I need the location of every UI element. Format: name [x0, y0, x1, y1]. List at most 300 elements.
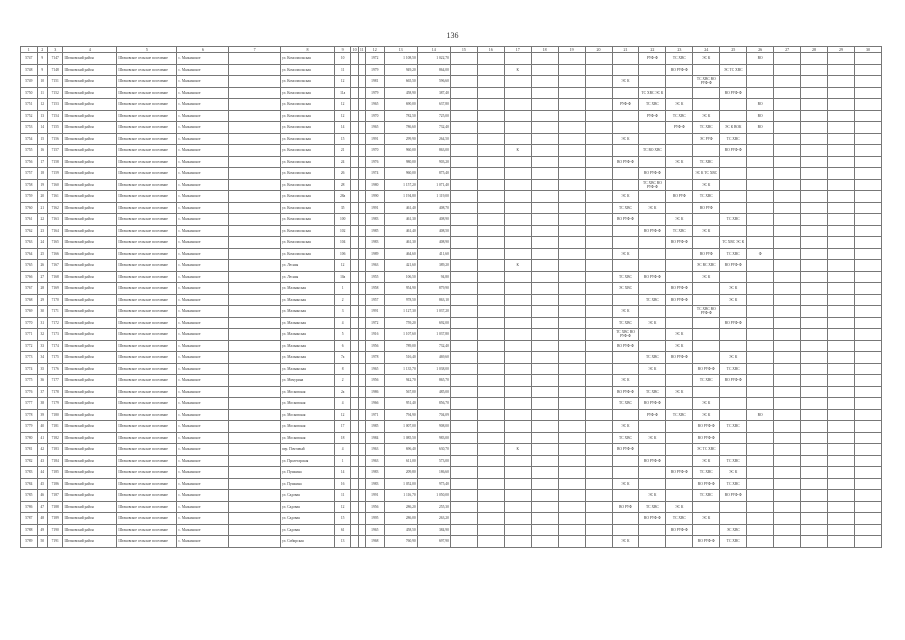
- empty-cell: [477, 363, 504, 375]
- cell-w3: ВО РУФ-Ф: [693, 536, 720, 548]
- cell-w1: РУФ-Ф: [639, 110, 666, 122]
- cell-district: Шелковский район: [63, 340, 117, 352]
- table-row: [21, 524, 882, 536]
- cell-i: 45: [37, 478, 47, 490]
- empty-cell: [828, 156, 855, 168]
- empty-cell: [774, 375, 801, 387]
- cell-w2: [666, 421, 693, 433]
- empty-cell: [558, 191, 585, 203]
- cell-area2: 637,80: [417, 99, 450, 111]
- empty-cell: [531, 271, 558, 283]
- empty-cell: [854, 87, 881, 99]
- empty-cell: [854, 340, 881, 352]
- empty-cell: [585, 409, 612, 421]
- cell-settlement: Шелковское сельское поселение: [117, 294, 177, 306]
- empty-cell: [585, 432, 612, 444]
- cell-area: 980,00: [384, 156, 417, 168]
- cell-locality: с. Мальинское: [177, 536, 229, 548]
- empty-cell: [801, 363, 828, 375]
- cell-district: Шелковский район: [63, 490, 117, 502]
- cell-m2: ВО РУФ-Ф: [612, 156, 639, 168]
- cell-street: ул. Комсомольская: [281, 225, 335, 237]
- empty-cell: [351, 248, 358, 260]
- cell-area: 1 052,00: [384, 478, 417, 490]
- cell-settlement: Шелковское сельское поселение: [117, 513, 177, 525]
- cell-w5: [747, 398, 774, 410]
- cell-i: 35: [37, 363, 47, 375]
- empty-cell: [801, 122, 828, 134]
- cell-settlement: Шелковское сельское поселение: [117, 133, 177, 145]
- cell-n: 5765: [21, 260, 38, 272]
- cell-m1: [504, 271, 531, 283]
- cell-area2: 384,90: [417, 524, 450, 536]
- cell-area2: 387,40: [417, 87, 450, 99]
- cell-locality: с. Мальинское: [177, 76, 229, 88]
- empty-cell: [801, 340, 828, 352]
- cell-w2: [666, 432, 693, 444]
- cell-id: 7154: [47, 110, 63, 122]
- empty-cell: [531, 283, 558, 295]
- cell-house: 4: [334, 444, 351, 456]
- cell-house: 21: [334, 145, 351, 157]
- cell-id: 7157: [47, 145, 63, 157]
- empty-cell: [585, 329, 612, 341]
- empty-cell: [585, 524, 612, 536]
- empty-cell: [450, 53, 477, 65]
- cell-area: 782,50: [384, 110, 417, 122]
- empty-cell: [585, 110, 612, 122]
- empty-cell: [585, 478, 612, 490]
- cell-year: 1974: [365, 168, 384, 180]
- empty-cell: [585, 179, 612, 191]
- empty-cell: [558, 53, 585, 65]
- cell-year: 1965: [365, 524, 384, 536]
- cell-locality: с. Мальинское: [177, 501, 229, 513]
- table-row: [21, 329, 882, 341]
- cell-w2: [666, 398, 693, 410]
- cell-m1: [504, 179, 531, 191]
- cell-street: ул. Комсомольская: [281, 214, 335, 226]
- cell-street: ул. Мальинская: [281, 317, 335, 329]
- empty-cell: [828, 513, 855, 525]
- empty-cell: [477, 237, 504, 249]
- cell-w3: ТС ХВС: [693, 375, 720, 387]
- cell-area2: 864,00: [417, 64, 450, 76]
- cell-w2: [666, 260, 693, 272]
- empty-cell: [828, 283, 855, 295]
- cell-w4: ТС ХВС: [720, 455, 747, 467]
- empty-cell: [531, 145, 558, 157]
- cell-i: 49: [37, 524, 47, 536]
- empty-cell: [854, 202, 881, 214]
- column-number-cell: 6: [177, 47, 229, 53]
- cell-w4: ТС ХВС ЭС К: [720, 237, 747, 249]
- cell-w3: [693, 99, 720, 111]
- empty-cell: [450, 110, 477, 122]
- empty-cell: [358, 340, 365, 352]
- table-body: [21, 47, 882, 548]
- empty-cell: [558, 375, 585, 387]
- empty-cell: [351, 294, 358, 306]
- cell-house: 15: [334, 513, 351, 525]
- cell-m2: ЭС К: [612, 76, 639, 88]
- empty-cell: [854, 536, 881, 548]
- cell-n: 5761: [21, 214, 38, 226]
- empty-cell: [585, 513, 612, 525]
- empty-cell: [477, 99, 504, 111]
- cell-n: 5748: [21, 64, 38, 76]
- cell-locality: с. Мальинское: [177, 64, 229, 76]
- empty-cell: [774, 191, 801, 203]
- cell-district: Шелковский район: [63, 248, 117, 260]
- cell-settlement: Шелковское сельское поселение: [117, 501, 177, 513]
- empty-cell: [450, 398, 477, 410]
- empty-cell: [585, 340, 612, 352]
- cell-w1: ТС ХВС: [639, 501, 666, 513]
- cell-id: 7155: [47, 122, 63, 134]
- empty-cell: [531, 191, 558, 203]
- cell-area2: 408,50: [417, 225, 450, 237]
- empty-cell: [358, 87, 365, 99]
- cell-n: 5785: [21, 490, 38, 502]
- cell-year: 1965: [365, 122, 384, 134]
- empty-cell: [351, 478, 358, 490]
- cell-w4: ЭС ХВС: [720, 524, 747, 536]
- empty-cell: [531, 260, 558, 272]
- cell-w1: ТС ХВС ЭС К: [639, 87, 666, 99]
- empty-cell: [585, 444, 612, 456]
- cell-year: 1916: [365, 329, 384, 341]
- cell-w1: ТС ХВС: [639, 386, 666, 398]
- cell-w1: [639, 156, 666, 168]
- empty-cell: [531, 110, 558, 122]
- empty-cell: [450, 271, 477, 283]
- empty-cell: [854, 294, 881, 306]
- cell-house: 1: [334, 283, 351, 295]
- empty-cell: [358, 421, 365, 433]
- cell-area2: 408,90: [417, 214, 450, 226]
- table-row: [21, 478, 882, 490]
- cell-year: 1978: [365, 352, 384, 364]
- cell-locality: с. Мальинское: [177, 133, 229, 145]
- empty-cell: [828, 375, 855, 387]
- cell-w5: [747, 191, 774, 203]
- empty-cell: [477, 513, 504, 525]
- cell-settlement: Шелковское сельское поселение: [117, 490, 177, 502]
- empty-cell: [774, 329, 801, 341]
- cell-street: ул. Сибирская: [281, 536, 335, 548]
- cell-id: 7184: [47, 455, 63, 467]
- empty-cell: [450, 179, 477, 191]
- cell-year: 1963: [365, 444, 384, 456]
- cell-district: Шелковский район: [63, 317, 117, 329]
- cell-w5: ВО: [747, 99, 774, 111]
- cell-w4: ЭС К: [720, 352, 747, 364]
- empty-cell: [828, 133, 855, 145]
- empty-cell: [774, 398, 801, 410]
- cell-w3: ТС ХВС: [693, 122, 720, 134]
- cell-n: 5780: [21, 432, 38, 444]
- empty-cell: [585, 76, 612, 88]
- cell-house: 2а: [334, 386, 351, 398]
- cell-i: 33: [37, 340, 47, 352]
- cell-w3: ВО РУФ-Ф: [693, 432, 720, 444]
- cell-settlement: Шелковское сельское поселение: [117, 478, 177, 490]
- cell-area2: 573,00: [417, 455, 450, 467]
- cell-house: 11: [334, 490, 351, 502]
- cell-settlement: Шелковское сельское поселение: [117, 145, 177, 157]
- empty-cell: [854, 363, 881, 375]
- cell-i: 24: [37, 237, 47, 249]
- cell-w3: ЭС К: [693, 409, 720, 421]
- empty-cell: [801, 306, 828, 318]
- empty-cell: [854, 432, 881, 444]
- cell-w1: ЭС К: [639, 202, 666, 214]
- empty-cell: [351, 260, 358, 272]
- empty-cell: [854, 214, 881, 226]
- empty-cell: [450, 513, 477, 525]
- cell-street: ул. Мальинская: [281, 306, 335, 318]
- empty-cell: [801, 99, 828, 111]
- cell-w1: [639, 478, 666, 490]
- empty-cell: [828, 294, 855, 306]
- empty-cell: [477, 191, 504, 203]
- cell-w2: ТС ХВС: [666, 110, 693, 122]
- empty-cell: [450, 432, 477, 444]
- empty-cell: [558, 444, 585, 456]
- empty-cell: [477, 294, 504, 306]
- empty-cell: [585, 271, 612, 283]
- cell-area: 461,40: [384, 202, 417, 214]
- empty-cell: [351, 363, 358, 375]
- cell-w3: ТС ХВС: [693, 156, 720, 168]
- empty-cell: [531, 513, 558, 525]
- empty-cell: [828, 478, 855, 490]
- cell-w2: [666, 375, 693, 387]
- cell-w5: [747, 386, 774, 398]
- cell-settlement: Шелковское сельское поселение: [117, 352, 177, 364]
- cell-id: 7160: [47, 179, 63, 191]
- cell-locality: с. Мальинское: [177, 87, 229, 99]
- cell-area: 1 116,70: [384, 490, 417, 502]
- cell-year: 1970: [365, 110, 384, 122]
- cell-area2: 863,10: [417, 294, 450, 306]
- cell-w2: ВО РУФ-Ф: [666, 64, 693, 76]
- cell-m1: [504, 156, 531, 168]
- empty-cell: [531, 421, 558, 433]
- cell-i: 41: [37, 432, 47, 444]
- cell-i: 12: [37, 99, 47, 111]
- empty-cell: [531, 340, 558, 352]
- cell-m2: ТС ХВС: [612, 432, 639, 444]
- cell-street: ул. Московская: [281, 398, 335, 410]
- empty-cell: [351, 145, 358, 157]
- cell-w1: [639, 76, 666, 88]
- cell-w2: ЭС К: [666, 156, 693, 168]
- cell-w1: ВО РУФ-Ф: [639, 168, 666, 180]
- cell-year: 1966: [365, 398, 384, 410]
- empty-cell: [774, 248, 801, 260]
- cell-w1: [639, 340, 666, 352]
- cell-house: 2: [334, 294, 351, 306]
- empty-cell: [229, 53, 281, 65]
- empty-cell: [558, 225, 585, 237]
- empty-cell: [801, 329, 828, 341]
- column-number-cell: 5: [117, 47, 177, 53]
- column-number-cell: 25: [720, 47, 747, 53]
- empty-cell: [531, 122, 558, 134]
- column-number-cell: 22: [639, 47, 666, 53]
- cell-w4: [720, 168, 747, 180]
- cell-id: 7178: [47, 386, 63, 398]
- page-number: 136: [446, 31, 459, 40]
- cell-i: 32: [37, 329, 47, 341]
- empty-cell: [585, 248, 612, 260]
- table-row: [21, 179, 882, 191]
- cell-street: ул. Пушкина: [281, 478, 335, 490]
- cell-locality: с. Мальинское: [177, 409, 229, 421]
- empty-cell: [854, 524, 881, 536]
- cell-house: 3: [334, 306, 351, 318]
- cell-w4: [720, 513, 747, 525]
- cell-house: 14: [334, 122, 351, 134]
- cell-district: Шелковский район: [63, 156, 117, 168]
- cell-street: ул. Комсомольская: [281, 145, 335, 157]
- empty-cell: [801, 53, 828, 65]
- cell-district: Шелковский район: [63, 501, 117, 513]
- table-row: [21, 122, 882, 134]
- empty-cell: [531, 536, 558, 548]
- cell-street: ул. Комсомольская: [281, 237, 335, 249]
- cell-house: 6: [334, 340, 351, 352]
- cell-w1: ЭС К: [639, 317, 666, 329]
- cell-w1: [639, 524, 666, 536]
- cell-year: 1985: [365, 421, 384, 433]
- empty-cell: [801, 202, 828, 214]
- empty-cell: [229, 363, 281, 375]
- cell-m2: [612, 467, 639, 479]
- cell-area2: 732,40: [417, 340, 450, 352]
- cell-w2: [666, 306, 693, 318]
- empty-cell: [854, 467, 881, 479]
- cell-w4: [720, 444, 747, 456]
- cell-w4: [720, 53, 747, 65]
- cell-w3: ЭС К: [693, 271, 720, 283]
- empty-cell: [585, 455, 612, 467]
- table-row: [21, 156, 882, 168]
- empty-cell: [229, 478, 281, 490]
- empty-cell: [774, 145, 801, 157]
- empty-cell: [828, 536, 855, 548]
- cell-w1: [639, 536, 666, 548]
- empty-cell: [558, 317, 585, 329]
- empty-cell: [801, 64, 828, 76]
- empty-cell: [358, 122, 365, 134]
- cell-house: 12: [334, 76, 351, 88]
- empty-cell: [828, 421, 855, 433]
- cell-settlement: Шелковское сельское поселение: [117, 191, 177, 203]
- empty-cell: [358, 53, 365, 65]
- cell-n: 5754: [21, 133, 38, 145]
- cell-district: Шелковский район: [63, 524, 117, 536]
- cell-settlement: Шелковское сельское поселение: [117, 432, 177, 444]
- table-row: [21, 375, 882, 387]
- cell-w2: РУФ-Ф: [666, 122, 693, 134]
- cell-i: 42: [37, 444, 47, 456]
- empty-cell: [450, 64, 477, 76]
- empty-cell: [229, 76, 281, 88]
- empty-cell: [774, 501, 801, 513]
- cell-street: ул. Комсомольская: [281, 179, 335, 191]
- cell-house: 26: [334, 168, 351, 180]
- empty-cell: [450, 294, 477, 306]
- cell-locality: с. Мальинское: [177, 225, 229, 237]
- cell-house: 10а: [334, 271, 351, 283]
- cell-n: 5775: [21, 375, 38, 387]
- cell-w3: ТС ХВС ВО РУФ-Ф: [693, 76, 720, 88]
- cell-w2: [666, 179, 693, 191]
- cell-locality: с. Мальинское: [177, 294, 229, 306]
- cell-year: 1983: [365, 478, 384, 490]
- table-row: [21, 168, 882, 180]
- cell-i: 40: [37, 421, 47, 433]
- empty-cell: [854, 179, 881, 191]
- cell-year: 1955: [365, 271, 384, 283]
- cell-year: 1991: [365, 490, 384, 502]
- empty-cell: [801, 110, 828, 122]
- cell-w5: [747, 283, 774, 295]
- empty-cell: [229, 513, 281, 525]
- cell-house: 104: [334, 237, 351, 249]
- table-row: [21, 467, 882, 479]
- column-number-cell: 3: [47, 47, 63, 53]
- empty-cell: [229, 156, 281, 168]
- cell-locality: с. Мальинское: [177, 329, 229, 341]
- empty-cell: [828, 398, 855, 410]
- empty-cell: [351, 87, 358, 99]
- cell-area: 461,40: [384, 225, 417, 237]
- empty-cell: [229, 294, 281, 306]
- cell-locality: с. Мальинское: [177, 340, 229, 352]
- cell-district: Шелковский район: [63, 536, 117, 548]
- cell-i: 17: [37, 156, 47, 168]
- cell-w2: ТС ХВС: [666, 513, 693, 525]
- cell-settlement: Шелковское сельское поселение: [117, 53, 177, 65]
- cell-w3: ВО РУФ-Ф: [693, 478, 720, 490]
- cell-house: 17: [334, 421, 351, 433]
- cell-year: 1981: [365, 76, 384, 88]
- empty-cell: [774, 76, 801, 88]
- cell-m1: [504, 294, 531, 306]
- cell-w3: ТС ХВС: [693, 191, 720, 203]
- empty-cell: [450, 455, 477, 467]
- empty-cell: [477, 53, 504, 65]
- cell-w3: ЭС К: [693, 455, 720, 467]
- empty-cell: [774, 133, 801, 145]
- cell-district: Шелковский район: [63, 110, 117, 122]
- cell-house: 100: [334, 214, 351, 226]
- empty-cell: [477, 398, 504, 410]
- empty-cell: [450, 524, 477, 536]
- cell-m2: ВО РУФ-Ф: [612, 444, 639, 456]
- cell-m1: [504, 53, 531, 65]
- cell-area: 1 194,80: [384, 191, 417, 203]
- empty-cell: [229, 317, 281, 329]
- empty-cell: [358, 156, 365, 168]
- empty-cell: [531, 398, 558, 410]
- cell-m1: [504, 352, 531, 364]
- cell-n: 5789: [21, 536, 38, 548]
